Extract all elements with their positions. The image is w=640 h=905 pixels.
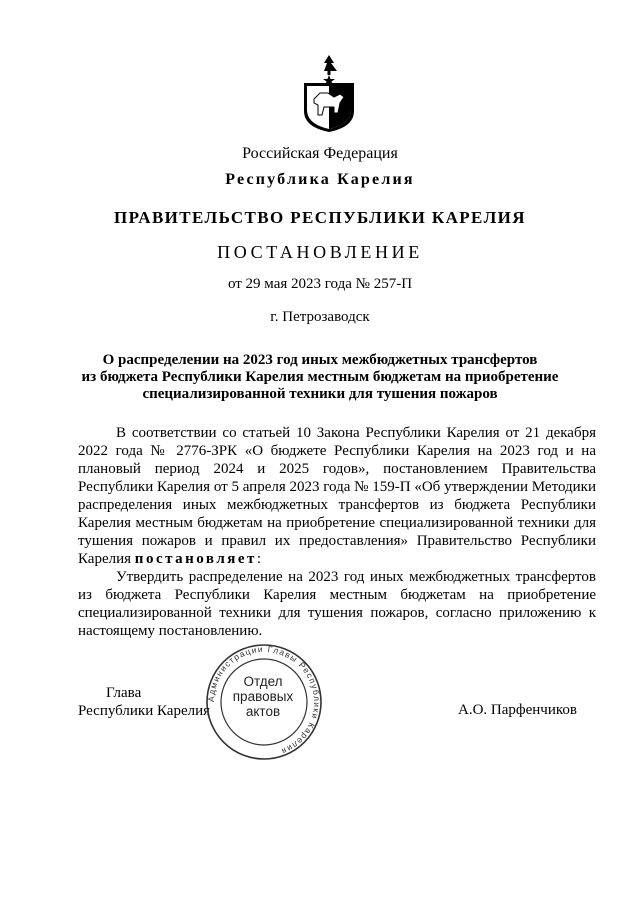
document-type: ПОСТАНОВЛЕНИЕ: [217, 242, 423, 262]
stamp-line: правовых: [232, 689, 294, 704]
stamp-line: актов: [245, 704, 281, 719]
stamp-center-text: [226, 674, 300, 719]
government-name: ПРАВИТЕЛЬСТВО РЕСПУБЛИКИ КАРЕЛИЯ: [114, 208, 526, 227]
coat-of-arms-emblem: [300, 53, 358, 133]
federation-name: Российская Федерация: [242, 145, 398, 162]
document-date-number: от 29 мая 2023 года № 257-П: [227, 276, 413, 292]
document-body: [78, 424, 596, 640]
paragraph-end: :: [256, 551, 262, 567]
position-line: Глава: [106, 685, 142, 701]
body-paragraph: Утвердить распределение на 2023 год иных межбюджетных трансфертов из бюджета Республики Карелия местным бюджетам на приобретение специализированной техники для тушения пожаров, согласно приложению к настоящему постановлению.: [78, 569, 596, 639]
position-line: Республики Карелия: [78, 703, 211, 719]
document-title: [60, 352, 580, 403]
title-line: из бюджета Республики Карелия местным бюджетам на приобретение: [81, 369, 559, 385]
signatory-name: А.О. Парфенчиков: [458, 702, 577, 718]
document-city: г. Петрозаводск: [270, 309, 370, 325]
resolves-keyword: постановляет: [134, 551, 257, 567]
paragraph-text: В соответствии со статьей 10 Закона Республики Карелия от 21 декабря 2022 года № 2776-ЗРК «О бюджете Республики Карелия на 2023 год и на плановый период 2024 и 2025 годов», постановлением Правительства Республики Карелия от 5 апреля 2023 года № 159-П «Об утверждении Методики распределения иных межбюджетных трансфертов из бюджета Республики Карелия местным бюджетам на приобретение специализированной техники для тушения пожаров и правил их предоставления» Правительство Республики Карелия: [78, 425, 596, 567]
body-paragraph: [78, 424, 596, 568]
stamp-line: Отдел: [243, 674, 283, 689]
republic-name: Республика Карелия: [225, 171, 415, 188]
title-line: О распределении на 2023 год иных межбюджетных трансфертов: [102, 352, 538, 368]
signatory-position: [78, 684, 210, 720]
stamp-ring-text: Администрации Главы Республики Карелия: [205, 643, 323, 757]
title-line: специализированной техники для тушения пожаров: [142, 386, 498, 402]
